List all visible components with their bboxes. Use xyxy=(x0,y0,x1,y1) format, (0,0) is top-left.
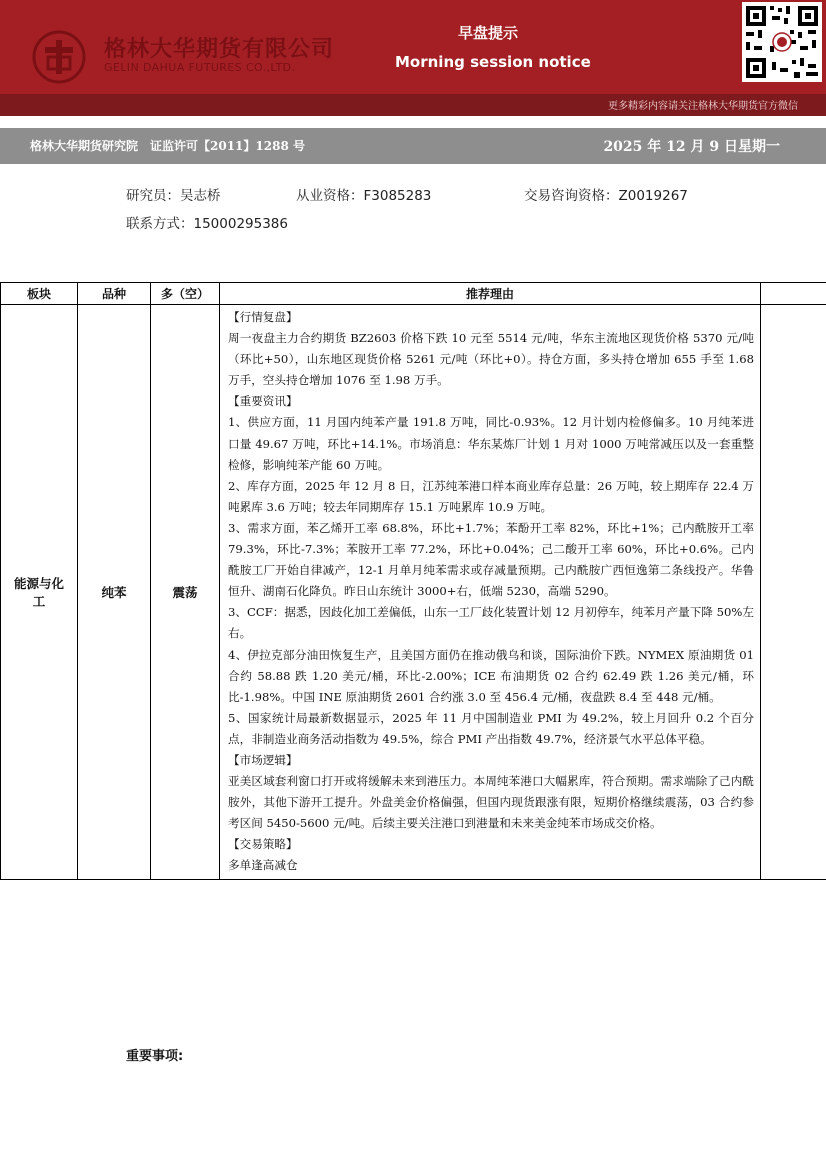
reason-cell xyxy=(220,305,761,880)
company-name-en: GELIN DAHUA FUTURES CO.,LTD. xyxy=(104,61,296,74)
news-crude-oil: 4、伊拉克部分油田恢复生产，且美国方面仍在推动俄乌和谈，国际油价下跌。NYMEX 原油期货 01 合约 58.88 跌 1.20 美元/桶，环比-2.00%；ICE 布油期货 02 合约 62.49 跌 1.26 美元/桶，环比-1.98%。中国 INE 原油期货 2601 合约涨 3.0 至 456.4 元/桶，夜盘跌 8.4 至 448 元/桶。 xyxy=(228,647,754,704)
news-ccf: 3、CCF：据悉，因歧化加工差偏低，山东一工厂歧化装置计划 12 月初停车，纯苯月产量下降 50%左右。 xyxy=(228,605,754,641)
header-direction: 多（空） xyxy=(151,283,220,305)
header-sector: 板块 xyxy=(1,283,78,305)
table-row xyxy=(1,305,826,880)
important-notes-label: 重要事项: xyxy=(126,1049,184,1064)
company-logo-icon xyxy=(32,30,86,84)
market-logic-text: 亚美区域套利窗口打开或将缓解未来到港压力。本周纯苯港口大幅累库，符合预期。需求端除了己内酰胺外，其他下游开工提升。外盘美金价格偏强，但国内现货跟涨有限，短期价格继续震荡，03 合约参考区间 5450-5600 元/吨。后续主要关注港口到港量和未来美金纯苯市场成交价格。 xyxy=(228,774,754,831)
report-date: 2025 年 12 月 9 日星期一 xyxy=(603,139,780,155)
sector-cell: 能源与化工 xyxy=(1,305,78,880)
company-name-cn: 格林大华期货有限公司 xyxy=(104,37,335,62)
table-header-row xyxy=(1,283,826,305)
news-pmi: 5、国家统计局最新数据显示，2025 年 11 月中国制造业 PMI 为 49.2%，较上月回升 0.2 个百分点，非制造业商务活动指数为 49.5%，综合 PMI 产出指数 49.7%，经济景气水平总体平稳。 xyxy=(228,710,754,746)
institute-license: 格林大华期货研究院 证监许可【2011】1288 号 xyxy=(30,139,305,153)
market-review-text: 周一夜盘主力合约期货 BZ2603 价格下跌 10 元至 5514 元/吨，华东主流地区现货价格 5370 元/吨（环比+50），山东地区现货价格 5261 元/吨（环比+0）。持仓方面，多头持仓增加 655 手至 1.68 万手，空头持仓增加 1076 至 1.98 万手。 xyxy=(228,331,754,388)
header-product: 品种 xyxy=(78,283,151,305)
analyst-contact: 联系方式：15000295386 xyxy=(126,216,288,232)
follow-bar xyxy=(0,94,826,116)
product-cell: 纯苯 xyxy=(78,305,151,880)
news-supply: 1、供应方面，11 月国内纯苯产量 191.8 万吨，同比-0.93%。12 月计划内检修偏多。10 月纯苯进口量 49.67 万吨，环比+14.1%。市场消息：华东某炼厂计划 1 月对 1000 万吨常减压以及一套重整检修，影响纯苯产能 60 万吨。 xyxy=(228,415,754,472)
section-heading-market-logic: 【市场逻辑】 xyxy=(228,752,298,767)
analyst-qualification: 从业资格：F3085283 xyxy=(296,188,432,204)
section-heading-strategy: 【交易策略】 xyxy=(228,837,298,852)
report-title-en: Morning session notice xyxy=(395,53,591,71)
section-heading-key-news: 【重要资讯】 xyxy=(228,394,298,409)
strategy-text: 多单逢高减仓 xyxy=(228,858,298,873)
recommendation-table xyxy=(0,282,826,880)
header-reason: 推荐理由 xyxy=(220,283,761,305)
report-title-cn: 早盘提示 xyxy=(457,24,518,42)
wechat-qr-code-icon xyxy=(742,2,822,82)
news-inventory: 2、库存方面，2025 年 12 月 8 日，江苏纯苯港口样本商业库存总量：26 万吨，较上期库存 22.4 万吨累库 3.6 万吨；较去年同期库存 15.1 万吨累库 10.9 万吨。 xyxy=(228,478,754,514)
blank-cell xyxy=(761,305,826,880)
analyst-consult-qualification: 交易咨询资格：Z0019267 xyxy=(524,188,688,204)
analyst-name: 研究员：吴志桥 xyxy=(126,188,221,204)
follow-text: 更多精彩内容请关注格林大华期货官方微信 xyxy=(608,101,798,112)
news-demand: 3、需求方面，苯乙烯开工率 68.8%，环比+1.7%；苯酚开工率 82%，环比+1%；己内酰胺开工率 79.3%，环比-7.3%；苯胺开工率 77.2%，环比+0.04%；己二酸开工率 60%，环比+0.6%。己内酰胺工厂开始自律减产，12-1 月单月纯苯需求或存减量预期。己内酰胺广西恒逸第二条线投产。华鲁恒升、湖南石化降负。昨日山东统计 3000+右，低端 5230，高端 5290。 xyxy=(228,520,754,599)
header-banner xyxy=(0,0,826,116)
section-heading-market-review: 【行情复盘】 xyxy=(228,310,298,324)
direction-cell: 震荡 xyxy=(151,305,220,880)
report-info-bar xyxy=(0,128,826,164)
header-blank xyxy=(761,283,826,305)
